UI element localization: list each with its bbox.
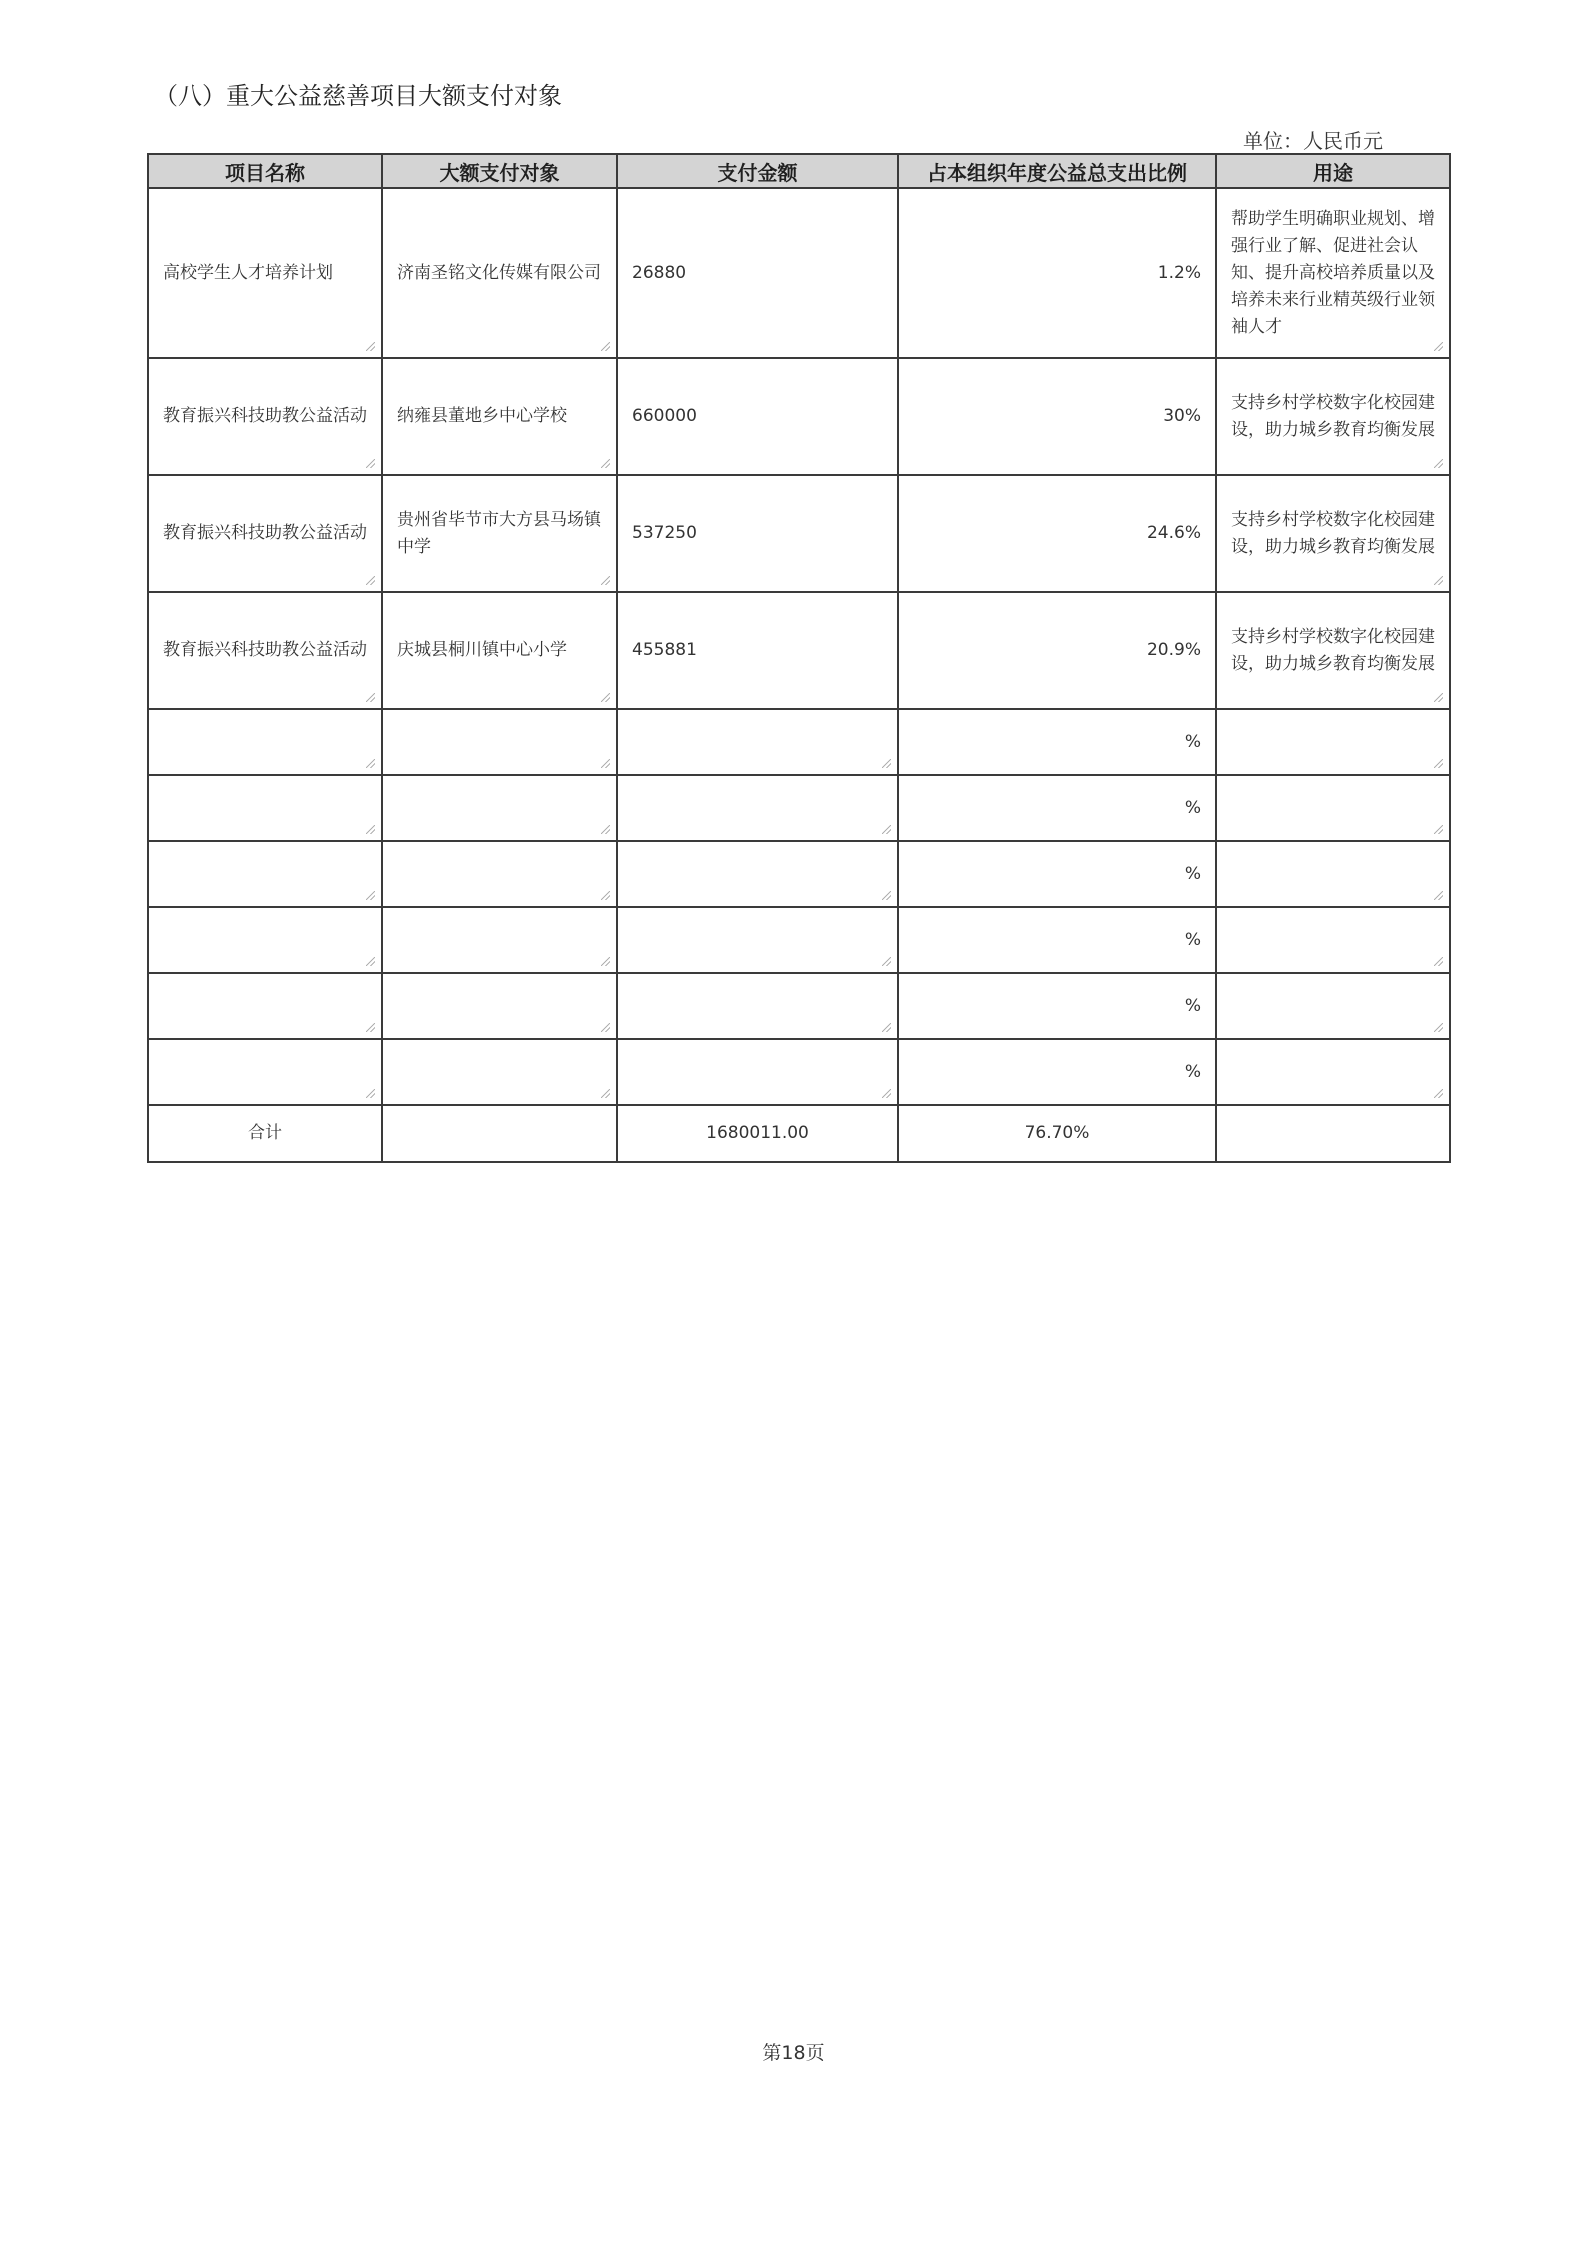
table-row (148, 973, 1450, 1039)
usage-field[interactable] (1216, 592, 1450, 709)
ratio-text: % (1184, 797, 1201, 818)
resize-handle-icon[interactable] (366, 342, 375, 351)
amount-field[interactable] (617, 188, 898, 358)
amount-field[interactable] (617, 1039, 898, 1105)
ratio-field[interactable] (898, 358, 1216, 475)
resize-handle-icon[interactable] (882, 759, 891, 768)
resize-handle-icon[interactable] (1434, 1089, 1443, 1098)
resize-handle-icon[interactable] (366, 693, 375, 702)
ratio-text: % (1184, 995, 1201, 1016)
total-usage (1216, 1105, 1450, 1162)
table-row (148, 592, 1450, 709)
resize-handle-icon[interactable] (882, 825, 891, 834)
header-usage: 用途 (1216, 154, 1450, 188)
project-name-text: 教育振兴科技助教公益活动 (163, 406, 367, 426)
resize-handle-icon[interactable] (882, 957, 891, 966)
ratio-text: 1.2% (1157, 262, 1201, 283)
project-name-field[interactable] (148, 775, 382, 841)
resize-handle-icon[interactable] (366, 1023, 375, 1032)
ratio-text: % (1184, 929, 1201, 950)
project-name-field[interactable] (148, 592, 382, 709)
resize-handle-icon[interactable] (601, 957, 610, 966)
usage-field[interactable] (1216, 1039, 1450, 1105)
payee-text: 纳雍县董地乡中心学校 (397, 406, 567, 426)
resize-handle-icon[interactable] (366, 891, 375, 900)
total-payee (382, 1105, 617, 1162)
resize-handle-icon[interactable] (1434, 693, 1443, 702)
amount-field[interactable] (617, 592, 898, 709)
table-row (148, 907, 1450, 973)
payee-text: 济南圣铭文化传媒有限公司 (397, 262, 601, 283)
ratio-text: 24.6% (1146, 523, 1201, 543)
resize-handle-icon[interactable] (366, 1089, 375, 1098)
resize-handle-icon[interactable] (601, 693, 610, 702)
project-name-field[interactable] (148, 1039, 382, 1105)
project-name-text: 教育振兴科技助教公益活动 (163, 523, 367, 543)
amount-field[interactable] (617, 475, 898, 592)
resize-handle-icon[interactable] (882, 891, 891, 900)
ratio-field[interactable] (898, 709, 1216, 775)
resize-handle-icon[interactable] (1434, 825, 1443, 834)
payee-field[interactable] (382, 907, 617, 973)
ratio-text: % (1184, 731, 1201, 752)
usage-field[interactable] (1216, 358, 1450, 475)
resize-handle-icon[interactable] (366, 576, 375, 585)
amount-text: 455881 (632, 640, 697, 660)
resize-handle-icon[interactable] (1434, 1023, 1443, 1032)
resize-handle-icon[interactable] (601, 576, 610, 585)
project-name-field[interactable] (148, 475, 382, 592)
resize-handle-icon[interactable] (601, 891, 610, 900)
ratio-field[interactable] (898, 188, 1216, 358)
resize-handle-icon[interactable] (882, 1023, 891, 1032)
project-name-field[interactable] (148, 709, 382, 775)
currency-unit: 单位：人民币元 (1243, 129, 1383, 153)
resize-handle-icon[interactable] (1434, 891, 1443, 900)
payee-text: 庆城县桐川镇中心小学 (397, 640, 567, 660)
resize-handle-icon[interactable] (366, 957, 375, 966)
resize-handle-icon[interactable] (601, 759, 610, 768)
resize-handle-icon[interactable] (1434, 576, 1443, 585)
table-row (148, 1039, 1450, 1105)
table-row (148, 709, 1450, 775)
total-amount: 1680011.00 (617, 1105, 898, 1162)
resize-handle-icon[interactable] (366, 825, 375, 834)
table-row (148, 188, 1450, 358)
payee-field[interactable] (382, 775, 617, 841)
payee-field[interactable] (382, 475, 617, 592)
ratio-text: 20.9% (1146, 640, 1201, 660)
payee-text: 贵州省毕节市大方县马场镇中学 (397, 509, 601, 557)
amount-text: 26880 (632, 262, 687, 283)
project-name-field[interactable] (148, 973, 382, 1039)
resize-handle-icon[interactable] (1434, 957, 1443, 966)
resize-handle-icon[interactable] (601, 1089, 610, 1098)
total-ratio: 76.70% (898, 1105, 1216, 1162)
resize-handle-icon[interactable] (601, 825, 610, 834)
table-row (148, 841, 1450, 907)
amount-field[interactable] (617, 358, 898, 475)
resize-handle-icon[interactable] (1434, 759, 1443, 768)
project-name-field[interactable] (148, 907, 382, 973)
project-name-field[interactable] (148, 188, 382, 358)
amount-text: 660000 (632, 406, 697, 426)
payee-field[interactable] (382, 358, 617, 475)
usage-field[interactable] (1216, 188, 1450, 358)
table-header-row (148, 154, 1450, 188)
amount-field[interactable] (617, 973, 898, 1039)
header-amount: 支付金额 (617, 154, 898, 188)
resize-handle-icon[interactable] (1434, 459, 1443, 468)
usage-text: 支持乡村学校数字化校园建设，助力城乡教育均衡发展 (1231, 509, 1435, 557)
payee-field[interactable] (382, 841, 617, 907)
header-payee: 大额支付对象 (382, 154, 617, 188)
ratio-field[interactable] (898, 973, 1216, 1039)
ratio-field[interactable] (898, 1039, 1216, 1105)
amount-field[interactable] (617, 775, 898, 841)
large-payment-table (147, 153, 1451, 1163)
page-number: 第18页 (762, 2042, 825, 2064)
usage-text: 帮助学生明确职业规划、增强行业了解、促进社会认知、提升高校培养质量以及培养未来行业精英级行业领袖人才 (1231, 208, 1435, 337)
project-name-text: 高校学生人才培养计划 (163, 262, 333, 283)
payee-field[interactable] (382, 1039, 617, 1105)
resize-handle-icon[interactable] (601, 342, 610, 351)
usage-field[interactable] (1216, 973, 1450, 1039)
project-name-field[interactable] (148, 841, 382, 907)
payee-field[interactable] (382, 592, 617, 709)
header-ratio: 占本组织年度公益总支出比例 (898, 154, 1216, 188)
payee-field[interactable] (382, 973, 617, 1039)
amount-field[interactable] (617, 841, 898, 907)
amount-field[interactable] (617, 709, 898, 775)
header-project-name: 项目名称 (148, 154, 382, 188)
table-row (148, 475, 1450, 592)
ratio-text: 30% (1163, 406, 1201, 426)
ratio-field[interactable] (898, 475, 1216, 592)
ratio-field[interactable] (898, 592, 1216, 709)
payee-field[interactable] (382, 188, 617, 358)
resize-handle-icon[interactable] (601, 459, 610, 468)
project-name-field[interactable] (148, 358, 382, 475)
resize-handle-icon[interactable] (601, 1023, 610, 1032)
table-row (148, 775, 1450, 841)
usage-field[interactable] (1216, 841, 1450, 907)
usage-field[interactable] (1216, 775, 1450, 841)
resize-handle-icon[interactable] (1434, 342, 1443, 351)
project-name-text: 教育振兴科技助教公益活动 (163, 640, 367, 660)
payee-field[interactable] (382, 709, 617, 775)
resize-handle-icon[interactable] (882, 1089, 891, 1098)
section-title: （八）重大公益慈善项目大额支付对象 (154, 82, 562, 110)
usage-text: 支持乡村学校数字化校园建设，助力城乡教育均衡发展 (1231, 626, 1435, 674)
ratio-field[interactable] (898, 775, 1216, 841)
usage-field[interactable] (1216, 907, 1450, 973)
amount-field[interactable] (617, 907, 898, 973)
ratio-text: % (1184, 863, 1201, 884)
resize-handle-icon[interactable] (366, 459, 375, 468)
usage-field[interactable] (1216, 709, 1450, 775)
total-label: 合计 (148, 1105, 382, 1162)
total-row (148, 1105, 1450, 1162)
ratio-field[interactable] (898, 841, 1216, 907)
resize-handle-icon[interactable] (366, 759, 375, 768)
amount-text: 537250 (632, 523, 697, 543)
ratio-text: % (1184, 1061, 1201, 1082)
ratio-field[interactable] (898, 907, 1216, 973)
table-row (148, 358, 1450, 475)
usage-field[interactable] (1216, 475, 1450, 592)
usage-text: 支持乡村学校数字化校园建设，助力城乡教育均衡发展 (1231, 392, 1435, 440)
